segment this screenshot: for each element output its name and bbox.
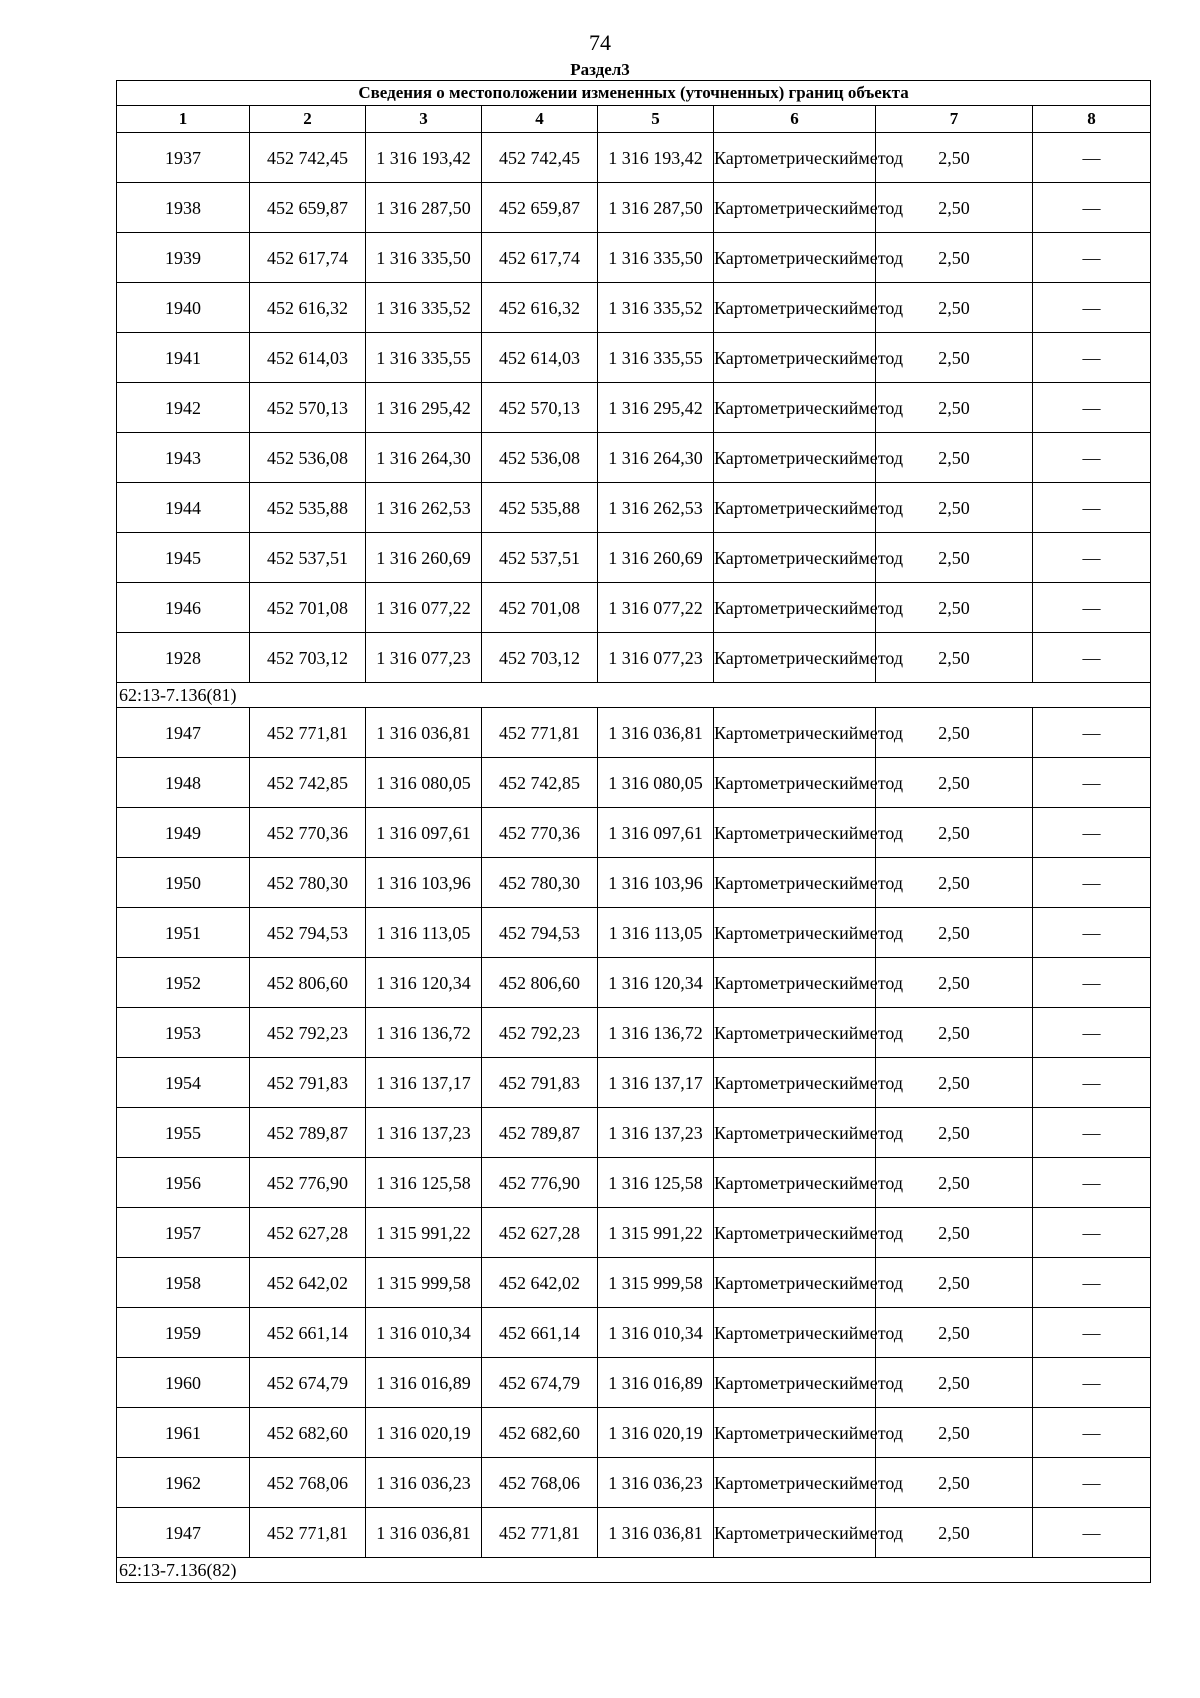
x-new-cell: 452 661,14: [482, 1308, 598, 1358]
y-new-cell: 1 316 335,55: [598, 333, 714, 383]
x-existing-cell: 452 792,23: [250, 1008, 366, 1058]
y-new-cell: 1 316 010,34: [598, 1308, 714, 1358]
y-existing-cell: 1 316 125,58: [366, 1158, 482, 1208]
description-cell: —: [1033, 1058, 1151, 1108]
y-existing-cell: 1 316 080,05: [366, 758, 482, 808]
x-existing-cell: 452 570,13: [250, 383, 366, 433]
y-new-cell: 1 316 335,50: [598, 233, 714, 283]
method-cell: Картометрическийметод: [714, 483, 876, 533]
table-row: [117, 958, 1151, 1008]
description-cell: —: [1033, 483, 1151, 533]
table-row: [117, 133, 1151, 183]
point-number-cell: 1954: [117, 1058, 250, 1108]
point-number-cell: 1953: [117, 1008, 250, 1058]
y-new-cell: 1 316 113,05: [598, 908, 714, 958]
method-cell: Картометрическийметод: [714, 1058, 876, 1108]
table-row: [117, 808, 1151, 858]
table-row: [117, 483, 1151, 533]
method-cell: Картометрическийметод: [714, 283, 876, 333]
description-cell: —: [1033, 283, 1151, 333]
table-row: [117, 758, 1151, 808]
description-cell: —: [1033, 958, 1151, 1008]
x-existing-cell: 452 682,60: [250, 1408, 366, 1458]
column-number: 5: [598, 106, 714, 133]
description-cell: —: [1033, 1408, 1151, 1458]
point-number-cell: 1957: [117, 1208, 250, 1258]
point-number-cell: 1962: [117, 1458, 250, 1508]
x-existing-cell: 452 770,36: [250, 808, 366, 858]
x-new-cell: 452 674,79: [482, 1358, 598, 1408]
x-new-cell: 452 771,81: [482, 708, 598, 758]
x-new-cell: 452 703,12: [482, 633, 598, 683]
table-row: [117, 1358, 1151, 1408]
accuracy-cell: 2,50: [876, 1058, 1033, 1108]
x-existing-cell: 452 535,88: [250, 483, 366, 533]
x-new-cell: 452 770,36: [482, 808, 598, 858]
y-existing-cell: 1 316 020,19: [366, 1408, 482, 1458]
accuracy-cell: 2,50: [876, 333, 1033, 383]
x-existing-cell: 452 642,02: [250, 1258, 366, 1308]
y-new-cell: 1 316 036,81: [598, 708, 714, 758]
accuracy-cell: 2,50: [876, 1258, 1033, 1308]
x-new-cell: 452 570,13: [482, 383, 598, 433]
accuracy-cell: 2,50: [876, 1458, 1033, 1508]
description-cell: —: [1033, 1208, 1151, 1258]
y-existing-cell: 1 316 036,23: [366, 1458, 482, 1508]
description-cell: —: [1033, 1458, 1151, 1508]
accuracy-cell: 2,50: [876, 1108, 1033, 1158]
y-new-cell: 1 316 137,23: [598, 1108, 714, 1158]
point-number-cell: 1944: [117, 483, 250, 533]
method-cell: Картометрическийметод: [714, 1108, 876, 1158]
y-new-cell: 1 316 097,61: [598, 808, 714, 858]
description-cell: —: [1033, 133, 1151, 183]
y-existing-cell: 1 316 193,42: [366, 133, 482, 183]
accuracy-cell: 2,50: [876, 1158, 1033, 1208]
table-row: [117, 1158, 1151, 1208]
description-cell: —: [1033, 233, 1151, 283]
method-cell: Картометрическийметод: [714, 333, 876, 383]
point-number-cell: 1943: [117, 433, 250, 483]
x-new-cell: 452 768,06: [482, 1458, 598, 1508]
method-cell: Картометрическийметод: [714, 433, 876, 483]
column-number-row: [117, 106, 1151, 133]
point-number-cell: 1952: [117, 958, 250, 1008]
x-new-cell: 452 537,51: [482, 533, 598, 583]
parcel-label: 62:13-7.136(82): [117, 1558, 1151, 1583]
x-new-cell: 452 659,87: [482, 183, 598, 233]
point-number-cell: 1939: [117, 233, 250, 283]
accuracy-cell: 2,50: [876, 533, 1033, 583]
method-cell: Картометрическийметод: [714, 908, 876, 958]
method-cell: Картометрическийметод: [714, 383, 876, 433]
y-existing-cell: 1 316 264,30: [366, 433, 482, 483]
x-new-cell: 452 806,60: [482, 958, 598, 1008]
x-existing-cell: 452 674,79: [250, 1358, 366, 1408]
y-new-cell: 1 316 077,23: [598, 633, 714, 683]
x-existing-cell: 452 537,51: [250, 533, 366, 583]
accuracy-cell: 2,50: [876, 1358, 1033, 1408]
y-existing-cell: 1 316 120,34: [366, 958, 482, 1008]
method-cell: Картометрическийметод: [714, 1308, 876, 1358]
x-existing-cell: 452 794,53: [250, 908, 366, 958]
column-number: 1: [117, 106, 250, 133]
accuracy-cell: 2,50: [876, 1308, 1033, 1358]
y-existing-cell: 1 316 097,61: [366, 808, 482, 858]
method-cell: Картометрическийметод: [714, 1008, 876, 1058]
x-new-cell: 452 791,83: [482, 1058, 598, 1108]
point-number-cell: 1958: [117, 1258, 250, 1308]
description-cell: —: [1033, 183, 1151, 233]
x-new-cell: 452 682,60: [482, 1408, 598, 1458]
y-new-cell: 1 316 137,17: [598, 1058, 714, 1108]
y-existing-cell: 1 315 999,58: [366, 1258, 482, 1308]
parcel-label-row: [117, 683, 1151, 708]
x-new-cell: 452 742,45: [482, 133, 598, 183]
description-cell: —: [1033, 1508, 1151, 1558]
method-cell: Картометрическийметод: [714, 633, 876, 683]
x-existing-cell: 452 776,90: [250, 1158, 366, 1208]
x-existing-cell: 452 701,08: [250, 583, 366, 633]
method-cell: Картометрическийметод: [714, 1158, 876, 1208]
point-number-cell: 1950: [117, 858, 250, 908]
column-number: 8: [1033, 106, 1151, 133]
point-number-cell: 1946: [117, 583, 250, 633]
y-new-cell: 1 316 295,42: [598, 383, 714, 433]
y-new-cell: 1 316 020,19: [598, 1408, 714, 1458]
point-number-cell: 1955: [117, 1108, 250, 1158]
x-new-cell: 452 780,30: [482, 858, 598, 908]
y-new-cell: 1 316 260,69: [598, 533, 714, 583]
point-number-cell: 1945: [117, 533, 250, 583]
y-existing-cell: 1 316 036,81: [366, 708, 482, 758]
y-existing-cell: 1 316 335,52: [366, 283, 482, 333]
x-existing-cell: 452 771,81: [250, 708, 366, 758]
description-cell: —: [1033, 1358, 1151, 1408]
y-existing-cell: 1 316 260,69: [366, 533, 482, 583]
column-number: 6: [714, 106, 876, 133]
column-number: 7: [876, 106, 1033, 133]
table-row: [117, 183, 1151, 233]
accuracy-cell: 2,50: [876, 758, 1033, 808]
x-new-cell: 452 627,28: [482, 1208, 598, 1258]
x-new-cell: 452 776,90: [482, 1158, 598, 1208]
x-new-cell: 452 535,88: [482, 483, 598, 533]
x-existing-cell: 452 780,30: [250, 858, 366, 908]
parcel-label: 62:13-7.136(81): [117, 683, 1151, 708]
x-existing-cell: 452 742,45: [250, 133, 366, 183]
point-number-cell: 1951: [117, 908, 250, 958]
y-existing-cell: 1 316 335,50: [366, 233, 482, 283]
method-cell: Картометрическийметод: [714, 1408, 876, 1458]
parcel-label-row: [117, 1558, 1151, 1583]
y-new-cell: 1 316 262,53: [598, 483, 714, 533]
table-row: [117, 433, 1151, 483]
method-cell: Картометрическийметод: [714, 1208, 876, 1258]
method-cell: Картометрическийметод: [714, 133, 876, 183]
description-cell: —: [1033, 1258, 1151, 1308]
table-row: [117, 1108, 1151, 1158]
method-cell: Картометрическийметод: [714, 758, 876, 808]
table-row: [117, 583, 1151, 633]
column-number: 2: [250, 106, 366, 133]
accuracy-cell: 2,50: [876, 233, 1033, 283]
y-new-cell: 1 316 125,58: [598, 1158, 714, 1208]
description-cell: —: [1033, 583, 1151, 633]
x-existing-cell: 452 536,08: [250, 433, 366, 483]
table-row: [117, 708, 1151, 758]
accuracy-cell: 2,50: [876, 1508, 1033, 1558]
point-number-cell: 1948: [117, 758, 250, 808]
x-existing-cell: 452 627,28: [250, 1208, 366, 1258]
description-cell: —: [1033, 633, 1151, 683]
accuracy-cell: 2,50: [876, 1008, 1033, 1058]
x-existing-cell: 452 771,81: [250, 1508, 366, 1558]
table-row: [117, 1008, 1151, 1058]
accuracy-cell: 2,50: [876, 483, 1033, 533]
x-new-cell: 452 794,53: [482, 908, 598, 958]
point-number-cell: 1961: [117, 1408, 250, 1458]
table-row: [117, 1508, 1151, 1558]
method-cell: Картометрическийметод: [714, 583, 876, 633]
accuracy-cell: 2,50: [876, 1208, 1033, 1258]
y-existing-cell: 1 316 335,55: [366, 333, 482, 383]
x-new-cell: 452 616,32: [482, 283, 598, 333]
table-caption: Сведения о местоположении измененных (уточненных) границ объекта: [117, 81, 1151, 106]
x-new-cell: 452 617,74: [482, 233, 598, 283]
y-new-cell: 1 316 016,89: [598, 1358, 714, 1408]
description-cell: —: [1033, 808, 1151, 858]
y-new-cell: 1 316 080,05: [598, 758, 714, 808]
method-cell: Картометрическийметод: [714, 1508, 876, 1558]
description-cell: —: [1033, 333, 1151, 383]
description-cell: —: [1033, 858, 1151, 908]
method-cell: Картометрическийметод: [714, 708, 876, 758]
point-number-cell: 1940: [117, 283, 250, 333]
table-row: [117, 233, 1151, 283]
y-new-cell: 1 316 335,52: [598, 283, 714, 333]
y-existing-cell: 1 316 077,22: [366, 583, 482, 633]
page-number: 74: [589, 30, 611, 55]
x-existing-cell: 452 659,87: [250, 183, 366, 233]
y-existing-cell: 1 316 262,53: [366, 483, 482, 533]
y-existing-cell: 1 316 010,34: [366, 1308, 482, 1358]
point-number-cell: 1947: [117, 708, 250, 758]
table-row: [117, 333, 1151, 383]
y-new-cell: 1 316 120,34: [598, 958, 714, 1008]
y-existing-cell: 1 316 136,72: [366, 1008, 482, 1058]
x-new-cell: 452 614,03: [482, 333, 598, 383]
x-existing-cell: 452 806,60: [250, 958, 366, 1008]
accuracy-cell: 2,50: [876, 383, 1033, 433]
description-cell: —: [1033, 908, 1151, 958]
y-new-cell: 1 316 136,72: [598, 1008, 714, 1058]
point-number-cell: 1956: [117, 1158, 250, 1208]
method-cell: Картометрическийметод: [714, 233, 876, 283]
description-cell: —: [1033, 533, 1151, 583]
description-cell: —: [1033, 1108, 1151, 1158]
y-new-cell: 1 315 991,22: [598, 1208, 714, 1258]
y-new-cell: 1 316 103,96: [598, 858, 714, 908]
method-cell: Картометрическийметод: [714, 858, 876, 908]
accuracy-cell: 2,50: [876, 583, 1033, 633]
y-existing-cell: 1 316 103,96: [366, 858, 482, 908]
y-existing-cell: 1 316 137,23: [366, 1108, 482, 1158]
x-existing-cell: 452 617,74: [250, 233, 366, 283]
y-existing-cell: 1 316 036,81: [366, 1508, 482, 1558]
method-cell: Картометрическийметод: [714, 1258, 876, 1308]
point-number-cell: 1937: [117, 133, 250, 183]
x-new-cell: 452 642,02: [482, 1258, 598, 1308]
x-new-cell: 452 771,81: [482, 1508, 598, 1558]
method-cell: Картометрическийметод: [714, 1458, 876, 1508]
description-cell: —: [1033, 1158, 1151, 1208]
x-existing-cell: 452 614,03: [250, 333, 366, 383]
accuracy-cell: 2,50: [876, 958, 1033, 1008]
accuracy-cell: 2,50: [876, 433, 1033, 483]
x-new-cell: 452 536,08: [482, 433, 598, 483]
accuracy-cell: 2,50: [876, 633, 1033, 683]
y-existing-cell: 1 316 016,89: [366, 1358, 482, 1408]
description-cell: —: [1033, 433, 1151, 483]
method-cell: Картометрическийметод: [714, 958, 876, 1008]
x-existing-cell: 452 661,14: [250, 1308, 366, 1358]
y-existing-cell: 1 316 077,23: [366, 633, 482, 683]
y-existing-cell: 1 316 295,42: [366, 383, 482, 433]
accuracy-cell: 2,50: [876, 808, 1033, 858]
description-cell: —: [1033, 708, 1151, 758]
table-row: [117, 1058, 1151, 1108]
method-cell: Картометрическийметод: [714, 533, 876, 583]
x-new-cell: 452 792,23: [482, 1008, 598, 1058]
y-existing-cell: 1 316 137,17: [366, 1058, 482, 1108]
point-number-cell: 1941: [117, 333, 250, 383]
table-row: [117, 1208, 1151, 1258]
coordinates-table: [116, 80, 1151, 1583]
section-title: Раздел3: [570, 60, 630, 79]
x-new-cell: 452 742,85: [482, 758, 598, 808]
y-new-cell: 1 315 999,58: [598, 1258, 714, 1308]
accuracy-cell: 2,50: [876, 908, 1033, 958]
y-existing-cell: 1 315 991,22: [366, 1208, 482, 1258]
table-row: [117, 1308, 1151, 1358]
x-new-cell: 452 789,87: [482, 1108, 598, 1158]
column-number: 3: [366, 106, 482, 133]
description-cell: —: [1033, 1308, 1151, 1358]
point-number-cell: 1960: [117, 1358, 250, 1408]
accuracy-cell: 2,50: [876, 708, 1033, 758]
description-cell: —: [1033, 1008, 1151, 1058]
y-new-cell: 1 316 036,81: [598, 1508, 714, 1558]
table-row: [117, 533, 1151, 583]
y-existing-cell: 1 316 113,05: [366, 908, 482, 958]
description-cell: —: [1033, 383, 1151, 433]
accuracy-cell: 2,50: [876, 858, 1033, 908]
accuracy-cell: 2,50: [876, 183, 1033, 233]
method-cell: Картометрическийметод: [714, 1358, 876, 1408]
point-number-cell: 1928: [117, 633, 250, 683]
table-row: [117, 1458, 1151, 1508]
y-new-cell: 1 316 193,42: [598, 133, 714, 183]
x-new-cell: 452 701,08: [482, 583, 598, 633]
table-row: [117, 283, 1151, 333]
y-existing-cell: 1 316 287,50: [366, 183, 482, 233]
accuracy-cell: 2,50: [876, 283, 1033, 333]
accuracy-cell: 2,50: [876, 133, 1033, 183]
point-number-cell: 1947: [117, 1508, 250, 1558]
table-row: [117, 858, 1151, 908]
x-existing-cell: 452 703,12: [250, 633, 366, 683]
y-new-cell: 1 316 287,50: [598, 183, 714, 233]
table-row: [117, 1258, 1151, 1308]
x-existing-cell: 452 789,87: [250, 1108, 366, 1158]
method-cell: Картометрическийметод: [714, 183, 876, 233]
y-new-cell: 1 316 264,30: [598, 433, 714, 483]
point-number-cell: 1942: [117, 383, 250, 433]
x-existing-cell: 452 616,32: [250, 283, 366, 333]
point-number-cell: 1959: [117, 1308, 250, 1358]
y-new-cell: 1 316 077,22: [598, 583, 714, 633]
table-row: [117, 908, 1151, 958]
table-row: [117, 383, 1151, 433]
x-existing-cell: 452 742,85: [250, 758, 366, 808]
point-number-cell: 1949: [117, 808, 250, 858]
method-cell: Картометрическийметод: [714, 808, 876, 858]
table-row: [117, 633, 1151, 683]
description-cell: —: [1033, 758, 1151, 808]
point-number-cell: 1938: [117, 183, 250, 233]
x-existing-cell: 452 768,06: [250, 1458, 366, 1508]
accuracy-cell: 2,50: [876, 1408, 1033, 1458]
y-new-cell: 1 316 036,23: [598, 1458, 714, 1508]
x-existing-cell: 452 791,83: [250, 1058, 366, 1108]
column-number: 4: [482, 106, 598, 133]
table-caption-row: [117, 81, 1151, 106]
table-row: [117, 1408, 1151, 1458]
